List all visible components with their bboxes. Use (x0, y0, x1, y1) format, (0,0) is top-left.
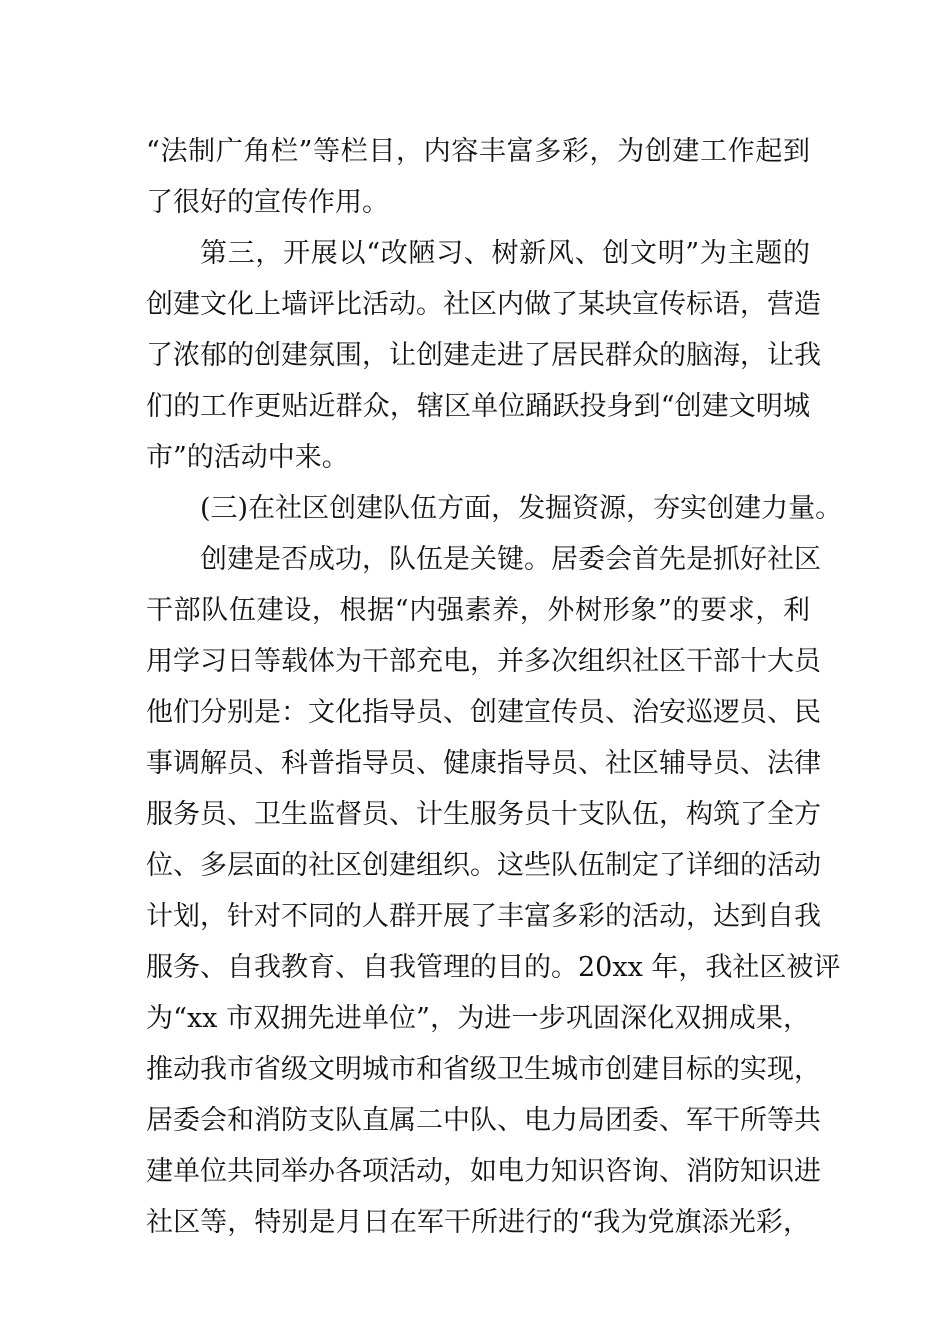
text-line: 社区等，特别是月日在军干所进行的“我为党旗添光彩， (146, 1207, 810, 1238)
text-line: 服务员、卫生监督员、计生服务员十支队伍，构筑了全方 (146, 799, 821, 830)
document-body (146, 126, 843, 1248)
text-line: 服务、自我教育、自我管理的目的。20xx 年，我社区被评 (146, 952, 841, 983)
text-line: 建单位共同举办各项活动，如电力知识咨询、消防知识进 (146, 1156, 821, 1187)
text-line: 创建文化上墙评比活动。社区内做了某块宣传标语，营造 (146, 289, 821, 320)
paragraph-start-line: 第三，开展以“改陋习、树新风、创文明”为主题的 (200, 238, 810, 269)
text-line: 用学习日等载体为干部充电，并多次组织社区干部十大员 (146, 646, 821, 677)
text-line: 计划，针对不同的人群开展了丰富多彩的活动，达到自我 (146, 901, 821, 932)
text-line: 们的工作更贴近群众，辖区单位踊跃投身到“创建文明城 (146, 391, 810, 422)
text-line: “法制广角栏”等栏目，内容丰富多彩，为创建工作起到 (146, 136, 810, 167)
text-line: 市”的活动中来。 (146, 442, 349, 473)
text-line: 了很好的宣传作用。 (146, 187, 389, 218)
text-line: 他们分别是：文化指导员、创建宣传员、治安巡逻员、民 (146, 697, 821, 728)
text-line: 位、多层面的社区创建组织。这些队伍制定了详细的活动 (146, 850, 821, 881)
paragraph-start-line: 创建是否成功，队伍是关键。居委会首先是抓好社区 (200, 544, 821, 575)
section-heading-line: (三)在社区创建队伍方面，发掘资源，夯实创建力量。 (200, 493, 843, 524)
text-line: 事调解员、科普指导员、健康指导员、社区辅导员、法律 (146, 748, 821, 779)
text-line: 居委会和消防支队直属二中队、电力局团委、军干所等共 (146, 1105, 821, 1136)
text-line: 为“xx 市双拥先进单位”，为进一步巩固深化双拥成果， (146, 1003, 810, 1034)
text-line: 推动我市省级文明城市和省级卫生城市创建目标的实现， (146, 1054, 821, 1085)
text-line: 了浓郁的创建氛围，让创建走进了居民群众的脑海，让我 (146, 340, 821, 371)
text-line: 干部队伍建设，根据“内强素养，外树形象”的要求，利 (146, 595, 810, 626)
